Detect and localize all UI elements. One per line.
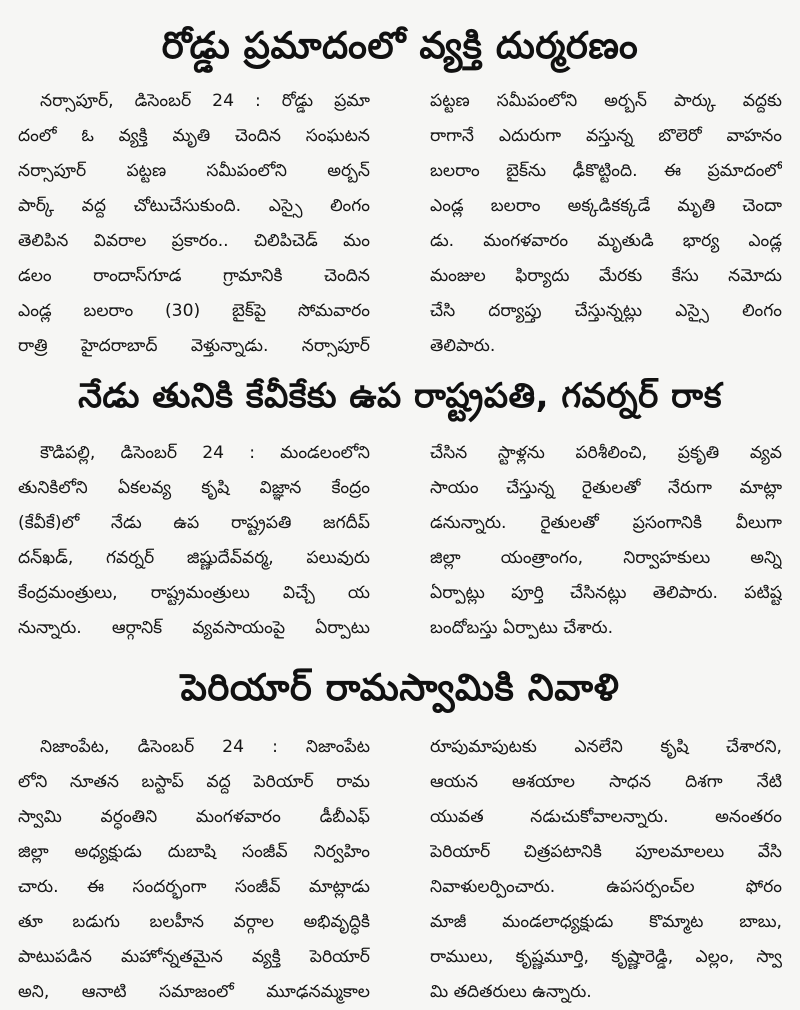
body-line: మంజుల ఫిర్యాదు మేరకు కేసు నమోదు [430, 266, 782, 286]
body-line: రూపుమాపుటకు ఎనలేని కృషి చేశారని, [430, 737, 782, 757]
body-line: బందోబస్తు ఏర్పాటు చేశారు. [430, 618, 614, 638]
body-line: యువత నడుచుకోవాలన్నారు. అనంతరం [430, 807, 782, 827]
body-line: రాములు, కృష్ణమూర్తి, కృష్ణారెడ్డి, ఎల్లం, స్వా [430, 947, 782, 967]
right-column [430, 84, 782, 364]
body-line: నర్సాపూర్, డిసెంబర్ 24 : రోడ్డు ప్రమా [40, 91, 370, 111]
article-vice-president-visit [18, 356, 782, 646]
body-line: తెలిపిన వివరాల ప్రకారం.. చిలిపిచెడ్ మం [18, 231, 370, 251]
left-column [18, 84, 370, 364]
body-line: ఎండ్ల బలరాం (30) బైక్‌పై సోమవారం [18, 301, 370, 321]
right-column [430, 436, 782, 646]
body-line: దన్‌ఖడ్, గవర్నర్ జిష్ణుదేవ్‌వర్మ, పలువురు [18, 548, 370, 568]
left-column [18, 730, 370, 1010]
body-line: తూ బడుగు బలహీన వర్గాల అభివృద్ధికి [18, 912, 370, 932]
body-line: దంలో ఓ వ్యక్తి మృతి చెందిన సంఘటన [18, 126, 370, 146]
body-line: తునికిలోని ఏకలవ్య కృషి విజ్ఞాన కేంద్రం [18, 478, 370, 498]
body-line: కౌడిపల్లి, డిసెంబర్ 24 : మండలంలోని [40, 443, 370, 463]
body-line: పెరియార్ చిత్రపటానికి పూలమాలలు వేసి [430, 842, 782, 862]
article-headline: నేడు తునికి కేవీకేకు ఉప రాష్ట్రపతి, గవర్నర్ రాక [78, 376, 722, 416]
body-line: ఎండ్ల బలరాం అక్కడికక్కడే మృతి చెందా [430, 196, 782, 216]
body-line: చారు. ఈ సందర్భంగా సంజీవ్ మాట్లాడు [18, 877, 370, 897]
article-body [18, 84, 782, 364]
article-road-accident [18, 8, 782, 364]
left-column [18, 436, 370, 646]
body-line: లోని నూతన బస్టాప్ వద్ద పెరియార్ రామ [18, 772, 370, 792]
body-line: మి తదితరులు ఉన్నారు. [430, 982, 592, 1002]
article-body [18, 730, 782, 1010]
body-line: జిల్లా యంత్రాంగం, నిర్వాహకులు అన్ని [430, 548, 782, 568]
body-line: డు. మంగళవారం మృతుడి భార్య ఎండ్ల [430, 231, 782, 251]
article-headline: పెరియార్ రామస్వామికి నివాళి [180, 666, 620, 709]
body-line: అని, ఆనాటి సమాజంలో మూఢనమ్మకాల [18, 982, 370, 1002]
body-line: ఏర్పాట్లు పూర్తి చేసినట్లు తెలిపారు. పటిష్ట [430, 583, 782, 603]
body-line: మాజీ మండలాధ్యక్షుడు కొమ్మాట బాబు, [430, 912, 782, 932]
body-line: పాటుపడిన మహోన్నతమైన వ్యక్తి పెరియార్ [18, 947, 370, 967]
body-line: పట్టణ సమీపంలోని అర్బన్ పార్కు వద్దకు [430, 91, 782, 111]
body-line: నివాళులర్పించారు. ఉపసర్పంచ్‌ల ఫోరం [430, 877, 782, 897]
article-headline: రోడ్డు ప్రమాదంలో వ్యక్తి దుర్మరణం [161, 24, 639, 67]
body-line: ఆయన ఆశయాల సాధన దిశగా నేటి [430, 772, 782, 792]
body-line: తెలిపారు. [430, 336, 496, 356]
body-line: స్వామి వర్ధంతిని మంగళవారం డీబీఎఫ్ [18, 807, 370, 827]
article-body [18, 436, 782, 646]
body-line: చేసి దర్యాప్తు చేస్తున్నట్లు ఎస్సై లింగం [430, 301, 782, 321]
body-line: చేసిన స్టాళ్లను పరిశీలించి, ప్రకృతి వ్యవ [430, 443, 782, 463]
body-line: రాత్రి హైదరాబాద్ వెళ్తున్నాడు. నర్సాపూర్ [18, 336, 370, 356]
body-line: జిల్లా అధ్యక్షుడు దుబాషి సంజీవ్ నిర్వహిం [18, 842, 370, 862]
body-line: నున్నారు. ఆర్గానిక్ వ్యవసాయంపై ఏర్పాటు [18, 618, 370, 638]
body-line: బలరాం బైక్‌ను ఢీకొట్టింది. ఈ ప్రమాదంలో [430, 161, 782, 181]
body-line: కేంద్రమంత్రులు, రాష్ట్రమంత్రులు విచ్చే య [18, 583, 370, 603]
article-periyar-tribute [18, 646, 782, 1010]
body-line: (కేవీకే)లో నేడు ఉప రాష్ట్రపతి జగదీప్ [18, 513, 370, 533]
body-line: నర్సాపూర్ పట్టణ సమీపంలోని అర్బన్ [18, 161, 370, 181]
body-line: సాయం చేస్తున్న రైతులతో నేరుగా మాట్లా [430, 478, 782, 498]
body-line: డనున్నారు. రైతులతో ప్రసంగానికి వీలుగా [430, 513, 782, 533]
body-line: నిజాంపేట, డిసెంబర్ 24 : నిజాంపేట [40, 737, 370, 757]
right-column [430, 730, 782, 1010]
body-line: రాగానే ఎదురుగా వస్తున్న బొలెరో వాహనం [430, 126, 782, 146]
body-line: పార్క్ వద్ద చోటుచేసుకుంది. ఎస్సై లింగం [18, 196, 370, 216]
body-line: డలం రాందాస్‌గూడ గ్రామానికి చెందిన [18, 266, 370, 286]
